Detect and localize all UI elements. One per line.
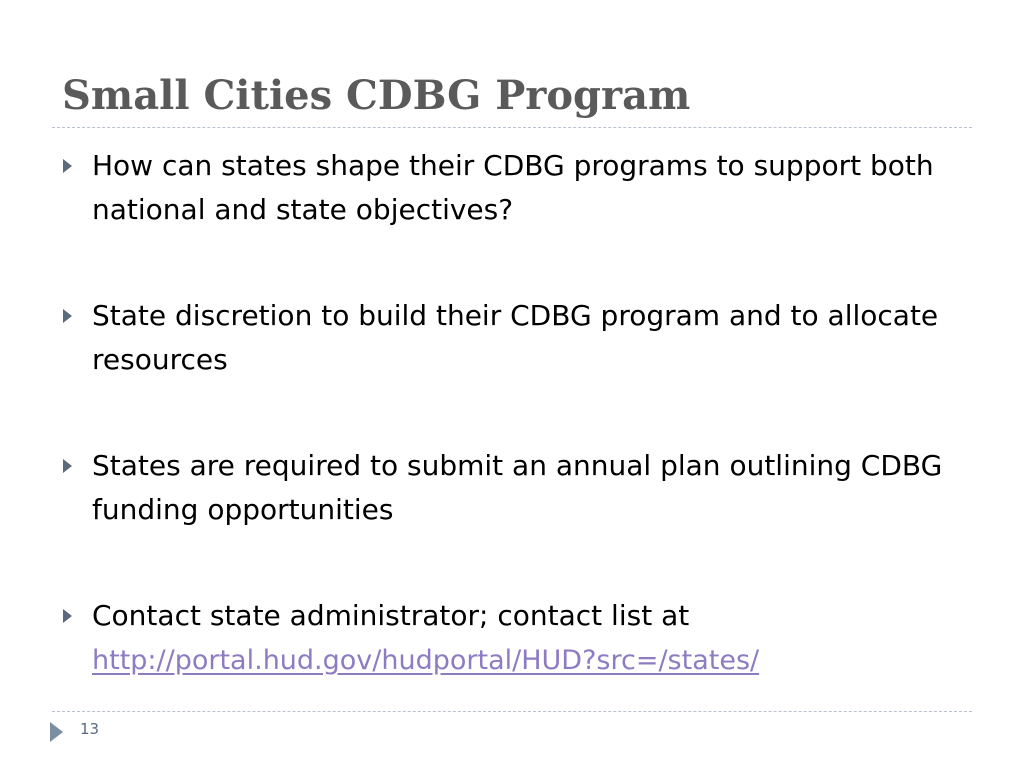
bullet-item [62, 294, 962, 382]
triangle-bullet-icon [63, 159, 72, 173]
triangle-bullet-icon [63, 609, 72, 623]
bullet-text: Contact state administrator; contact list at [92, 599, 690, 632]
bullet-text: States are required to submit an annual plan outlining CDBG funding opportunities [92, 449, 943, 526]
bullet-list [62, 144, 962, 745]
footer-divider [52, 711, 972, 712]
bullet-item [62, 594, 962, 683]
bullet-item [62, 144, 962, 232]
state-contact-list-link[interactable]: http://portal.hud.gov/hudportal/HUD?src=/states/ [92, 645, 760, 676]
triangle-bullet-icon [63, 459, 72, 473]
bullet-text: State discretion to build their CDBG program and to allocate resources [92, 299, 939, 376]
triangle-marker-icon [50, 722, 63, 742]
page-number: 13 [80, 720, 100, 738]
title-divider [52, 127, 972, 128]
triangle-bullet-icon [63, 309, 72, 323]
bullet-item [62, 444, 962, 532]
bullet-text: How can states shape their CDBG programs to support both national and state objectives? [92, 149, 934, 226]
slide-title: Small Cities CDBG Program [62, 72, 691, 119]
